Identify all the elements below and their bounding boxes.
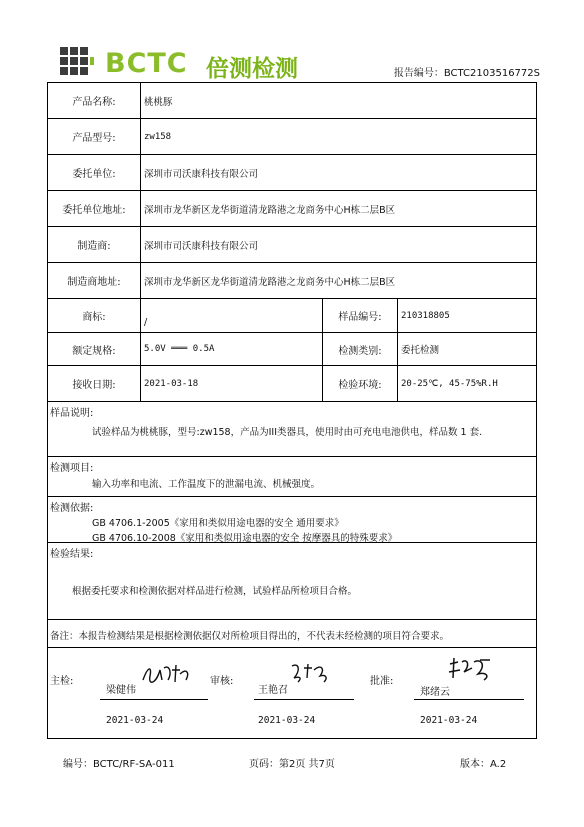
row-product-name bbox=[48, 83, 536, 119]
basis-title: 检测依据: bbox=[50, 503, 94, 514]
reviewer-date: 2021-03-24 bbox=[258, 715, 316, 726]
test-items-title: 检测项目: bbox=[50, 463, 94, 474]
value-manufacturer-address: 深圳市龙华新区龙华街道清龙路港之龙商务中心H栋二层B区 bbox=[144, 276, 396, 288]
label-client-address: 委托单位地址: bbox=[62, 205, 126, 216]
value-manufacturer: 深圳市司沃康科技有限公司 bbox=[144, 240, 259, 252]
note-text: 备注：本报告检测结果是根据检测依据仅对所检项目得出的，不代表未经检测的项目符合要求。 bbox=[50, 631, 450, 642]
report-number: 报告编号：BCTC2103516772S bbox=[393, 68, 540, 79]
approver-name: 郑绪云 bbox=[420, 687, 450, 698]
label-manufacturer: 制造商: bbox=[77, 241, 111, 252]
row-receive-date bbox=[48, 366, 536, 402]
main-inspector-label: 主检: bbox=[50, 676, 74, 687]
logo-cn-text: 倍测检测 bbox=[206, 56, 298, 82]
row-manufacturer bbox=[48, 227, 536, 263]
sample-desc-title: 样品说明: bbox=[50, 408, 94, 419]
bctc-logo-icon bbox=[60, 47, 94, 79]
report-header bbox=[60, 44, 540, 84]
logo-text: BCTC bbox=[105, 48, 188, 79]
section-signatures bbox=[48, 648, 536, 739]
conclusion-text: 根据委托要求和检测依据对样品进行检测，试验样品所检项目合格。 bbox=[72, 586, 358, 597]
footer-version: 版本：A.2 bbox=[460, 759, 507, 770]
label-client: 委托单位: bbox=[72, 169, 116, 180]
report-table bbox=[47, 82, 537, 739]
basis-line: GB 4706.10-2008《家用和类似用途电器的安全 按摩器具的特殊要求》 bbox=[92, 533, 398, 544]
reviewer-underline bbox=[254, 699, 354, 700]
section-test-items bbox=[48, 457, 536, 497]
approver-underline bbox=[414, 699, 524, 700]
reviewer-name: 王艳召 bbox=[258, 685, 288, 696]
section-conclusion bbox=[48, 543, 536, 620]
value-test-type: 委托检测 bbox=[401, 345, 440, 356]
value-environment: 20-25℃, 45-75%R.H bbox=[401, 378, 498, 389]
label-manufacturer-address: 制造商地址: bbox=[67, 277, 121, 288]
value-receive-date: 2021-03-18 bbox=[144, 378, 199, 389]
label-model: 产品型号: bbox=[72, 133, 116, 144]
value-product-name: 桃桃豚 bbox=[144, 96, 173, 108]
main-inspector-date: 2021-03-24 bbox=[106, 715, 164, 726]
label-environment: 检验环境: bbox=[338, 380, 382, 391]
row-client bbox=[48, 155, 536, 191]
approver-label: 批准: bbox=[370, 676, 394, 687]
value-client: 深圳市司沃康科技有限公司 bbox=[144, 168, 259, 180]
value-model: zw158 bbox=[144, 131, 172, 142]
test-items-text: 输入功率和电流、工作温度下的泄漏电流、机械强度。 bbox=[92, 479, 321, 490]
label-product-name: 产品名称: bbox=[72, 97, 116, 108]
label-receive-date: 接收日期: bbox=[72, 380, 116, 391]
label-rating: 额定规格: bbox=[72, 345, 116, 357]
value-trademark: / bbox=[144, 317, 148, 328]
footer-doc-no: 编号：BCTC/RF-SA-011 bbox=[63, 759, 175, 770]
reviewer-label: 审核: bbox=[210, 676, 234, 687]
label-test-type: 检测类别: bbox=[338, 345, 382, 357]
approver-date: 2021-03-24 bbox=[420, 715, 478, 726]
section-note bbox=[48, 620, 536, 648]
main-inspector-signature bbox=[140, 662, 192, 688]
value-rating: 5.0V ═══ 0.5A bbox=[144, 344, 215, 354]
section-basis bbox=[48, 497, 536, 543]
sample-desc-text: 试验样品为桃桃豚，型号:zw158，产品为III类器具，使用时由可充电电池供电，样品数 1 套. bbox=[92, 427, 483, 438]
row-client-address bbox=[48, 191, 536, 227]
conclusion-title: 检验结果: bbox=[50, 549, 94, 560]
main-inspector-underline bbox=[100, 699, 208, 700]
value-sample-no: 210318805 bbox=[401, 310, 450, 321]
main-inspector-name: 梁健伟 bbox=[106, 685, 136, 696]
label-trademark: 商标: bbox=[82, 312, 106, 323]
label-sample-no: 样品编号: bbox=[338, 312, 382, 323]
row-rating bbox=[48, 333, 536, 366]
basis-line: GB 4706.1-2005《家用和类似用途电器的安全 通用要求》 bbox=[92, 518, 344, 529]
footer-page: 页码：第2页 共7页 bbox=[249, 759, 335, 770]
reviewer-signature bbox=[288, 660, 334, 686]
row-model bbox=[48, 119, 536, 155]
row-trademark bbox=[48, 299, 536, 333]
value-client-address: 深圳市龙华新区龙华街道清龙路港之龙商务中心H栋二层B区 bbox=[144, 204, 396, 216]
row-manufacturer-address bbox=[48, 263, 536, 299]
approver-signature bbox=[446, 656, 494, 684]
section-sample-desc bbox=[48, 402, 536, 457]
